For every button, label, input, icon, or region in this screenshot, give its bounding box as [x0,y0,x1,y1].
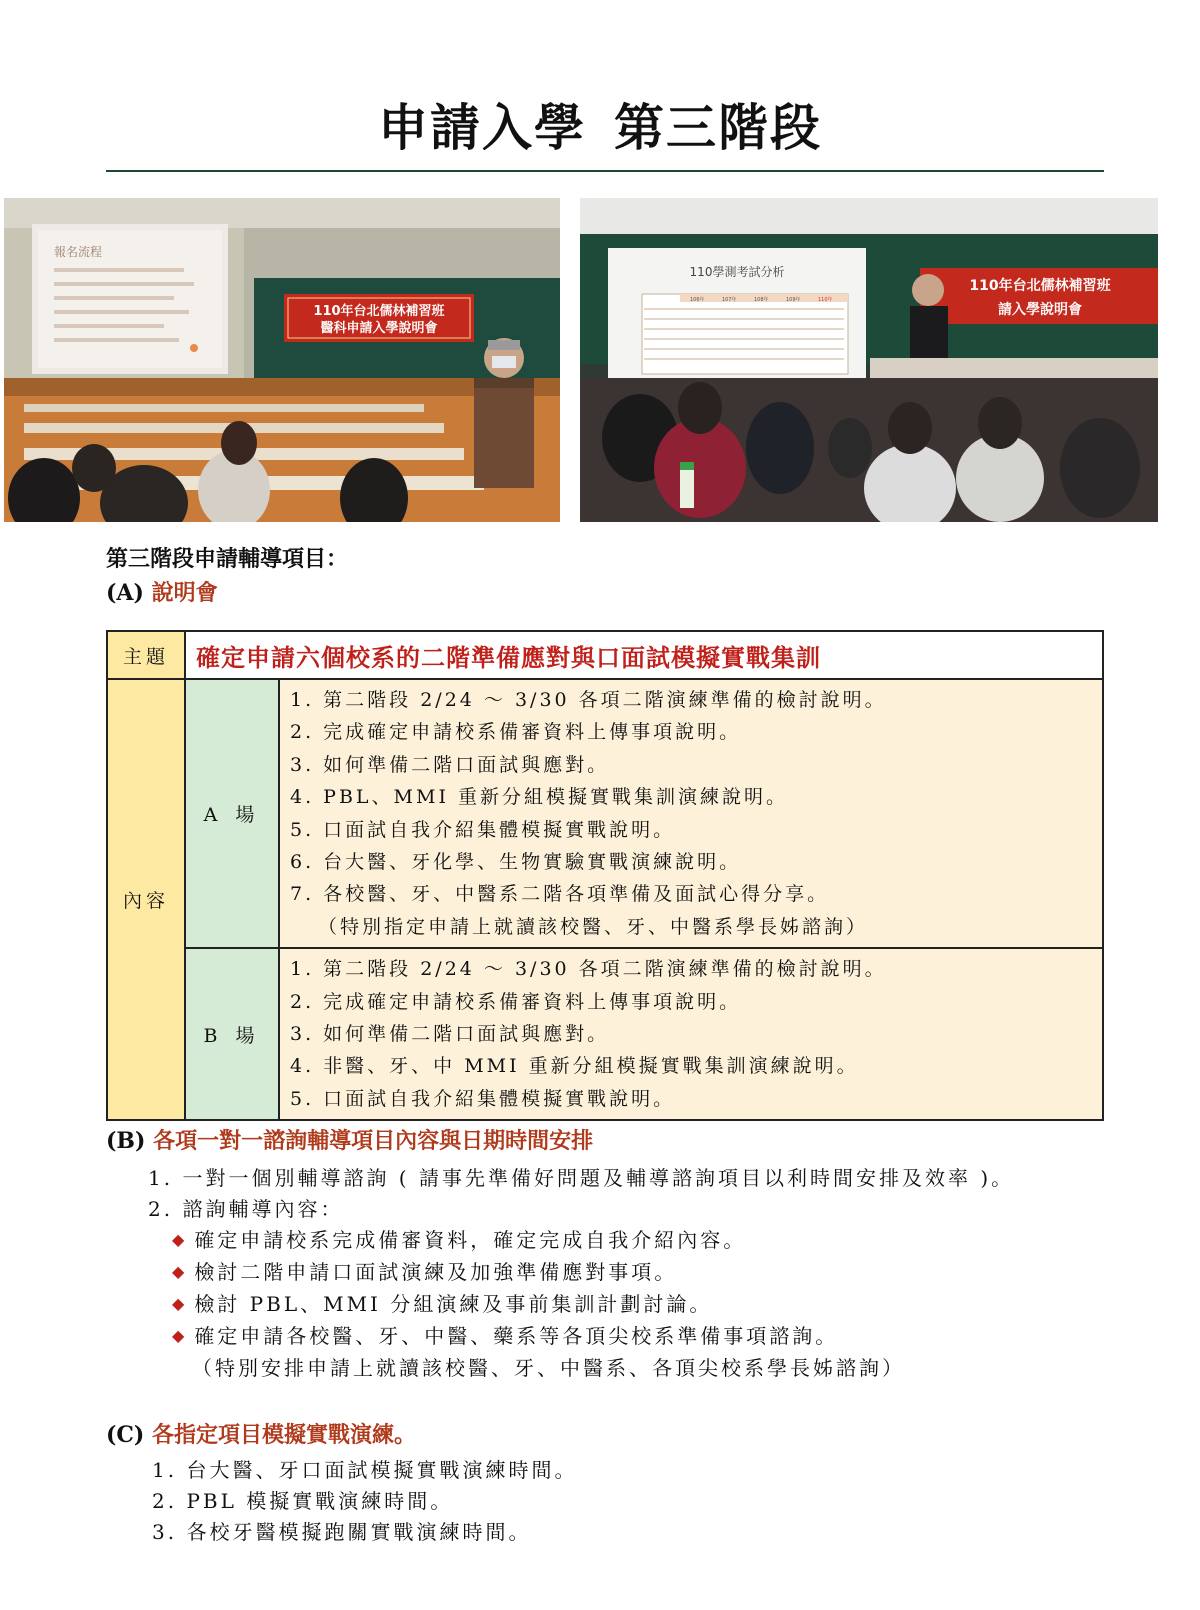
section-c-list [152,1455,577,1548]
section-b-item-1: 1. 一對一個別輔導諮詢 ( 請事先準備好問題及輔導諮詢項目以利時間安排及效率 )。 [148,1166,1015,1190]
list-item: 5. 口面試自我介紹集體模擬實戰說明。 [290,818,676,841]
section-b-bullets [148,1225,1014,1384]
list-item: 5. 口面試自我介紹集體模擬實戰說明。 [290,1087,676,1110]
diamond-bullet-icon: ◆ [172,1294,185,1313]
diamond-bullet-icon: ◆ [172,1326,185,1345]
section-b-list [148,1163,1014,1384]
bullet-item: ◆ 確定申請校系完成備審資料，確定完成自我介紹內容。 [172,1228,747,1252]
list-item: 6. 台大醫、牙化學、生物實驗實戰演練說明。 [290,851,742,874]
seminar-plan-table [106,630,1104,1121]
content-header: 內容 [107,679,185,1120]
session-b-label: B 場 [185,948,279,1120]
seminar-photo-right [580,198,1158,522]
list-item: 4. 非醫、牙、中 MMI 重新分組模擬實戰集訓演練說明。 [290,1055,859,1078]
seminar-photo-left [4,198,560,522]
slide-title: 110學測考試分析 [689,265,785,279]
slide-col-106: 106年 [690,297,705,303]
bullet-item: ◆ 檢討二階申請口面試演練及加強準備應對事項。 [172,1260,678,1284]
topic-header: 主題 [107,631,185,679]
list-item: 1. 台大醫、牙口面試模擬實戰演練時間。 [152,1458,578,1482]
session-b-items [279,948,1103,1120]
topic-text: 確定申請六個校系的二階準備應對與口面試模擬實戰集訓 [185,631,1103,679]
section-a-heading: (A) 說明會 [106,580,218,606]
slide-col-107: 107年 [722,297,737,303]
slide-col-108: 108年 [754,297,769,303]
list-item: 3. 如何準備二階口面試與應對。 [290,753,610,776]
list-item: 4. PBL、MMI 重新分組模擬實戰集訓演練說明。 [290,786,788,809]
page-title: 申請入學 第三階段 [378,99,822,157]
session-a-label: A 場 [185,679,279,948]
section-heading: 第三階段申請輔導項目： [106,546,349,572]
list-item: 3. 各校牙醫模擬跑關實戰演練時間。 [152,1520,532,1544]
list-item: 3. 如何準備二階口面試與應對。 [290,1023,610,1046]
session-a-items [279,679,1103,948]
banner-line2: 請入學說明會 [998,302,1082,318]
banner-line1: 110年台北儒林補習班 [969,278,1111,294]
section-b-note: （特別安排申請上就讀該校醫、牙、中醫系、各頂尖校系學長姊諮詢） [192,1356,905,1380]
list-item: 1. 第二階段 2/24 ～ 3/30 各項二階演練準備的檢討說明。 [290,958,887,981]
section-b-heading: (B) 各項一對一諮詢輔導項目內容與日期時間安排 [106,1128,594,1154]
session-a-row [107,679,1103,948]
session-b-row [107,948,1103,1120]
title-divider [106,170,1104,172]
diamond-bullet-icon: ◆ [172,1262,185,1281]
list-item: 2. PBL 模擬實戰演練時間。 [152,1489,454,1513]
bullet-item: ◆ 確定申請各校醫、牙、中醫、藥系等各頂尖校系準備事項諮詢。 [172,1324,839,1348]
slide-col-110: 110年 [818,297,833,303]
list-item: 7. 各校醫、牙、中醫系二階各項準備及面試心得分享。 [290,883,830,906]
section-c-heading: (C) 各指定項目模擬實戰演練。 [106,1422,417,1448]
list-item: 1. 第二階段 2/24 ～ 3/30 各項二階演練準備的檢討說明。 [290,689,887,711]
slide-title: 報名流程 [54,245,103,259]
diamond-bullet-icon: ◆ [172,1230,185,1249]
topic-row [107,631,1103,679]
slide-col-109: 109年 [786,297,801,303]
section-b-item-2: 2. 諮詢輔導內容： [148,1197,344,1221]
session-a-note: （特別指定申請上就讀該校醫、牙、中醫系學長姊諮詢） [318,915,869,938]
list-item: 2. 完成確定申請校系備審資料上傳事項說明。 [290,721,742,744]
banner-line1: 110年台北儒林補習班 [313,304,445,319]
banner-line2: 醫科申請入學說明會 [320,321,438,336]
list-item: 2. 完成確定申請校系備審資料上傳事項說明。 [290,990,742,1013]
bullet-item: ◆ 檢討 PBL、MMI 分組演練及事前集訓計劃討論。 [172,1292,713,1316]
